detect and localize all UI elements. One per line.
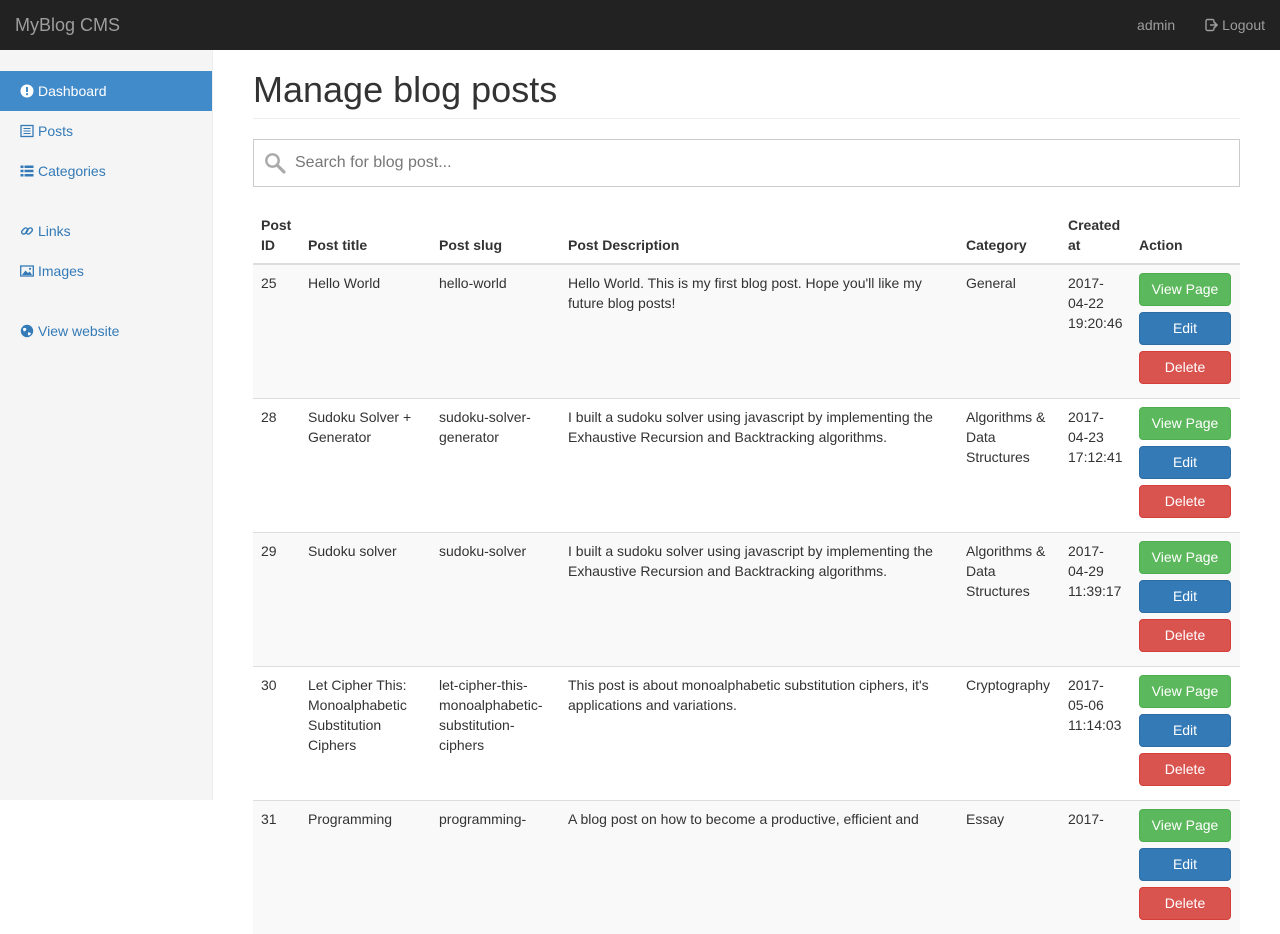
- sidebar-item-images[interactable]: [0, 251, 212, 291]
- cell-post-id: 25: [253, 264, 300, 399]
- cell-created-at: 2017-04-22 19:20:46: [1060, 264, 1131, 399]
- column-header-title[interactable]: Post title: [300, 207, 431, 264]
- cell-post-slug: sudoku-solver-generator: [431, 399, 560, 533]
- cell-post-description: I built a sudoku solver using javascript by implementing the Exhaustive Recursion and Backtracking algorithms.: [560, 399, 958, 533]
- table-row: [253, 667, 1240, 801]
- column-header-id[interactable]: Post ID: [253, 207, 300, 264]
- delete-button[interactable]: Delete: [1139, 753, 1231, 786]
- cell-post-id: 30: [253, 667, 300, 801]
- column-header-slug[interactable]: Post slug: [431, 207, 560, 264]
- cell-post-title: Sudoku solver: [300, 533, 431, 667]
- navbar-right: [1137, 15, 1265, 35]
- cell-category: Cryptography: [958, 667, 1060, 801]
- delete-button[interactable]: Delete: [1139, 619, 1231, 652]
- cell-actions: [1131, 399, 1240, 533]
- column-header-created[interactable]: Created at: [1060, 207, 1131, 264]
- search-input[interactable]: [295, 143, 1195, 183]
- link-icon: [20, 224, 34, 238]
- cell-created-at: 2017-05-06 11:14:03: [1060, 667, 1131, 801]
- column-header-description[interactable]: Post Description: [560, 207, 958, 264]
- cell-post-id: 29: [253, 533, 300, 667]
- cell-post-slug: let-cipher-this-monoalphabetic-substitution-ciphers: [431, 667, 560, 801]
- sidebar-spacer: [0, 191, 212, 211]
- view-page-button[interactable]: View Page: [1139, 273, 1231, 306]
- sidebar-item-label: View website: [38, 323, 119, 339]
- table-row: [253, 264, 1240, 399]
- column-header-action: Action: [1131, 207, 1240, 264]
- cell-post-title: Programming: [300, 801, 431, 934]
- cell-post-slug: programming-: [431, 801, 560, 934]
- sidebar-item-label: Categories: [38, 163, 106, 179]
- cell-actions: [1131, 667, 1240, 801]
- cell-actions: [1131, 264, 1240, 399]
- globe-icon: [20, 324, 34, 338]
- cell-post-id: 31: [253, 801, 300, 934]
- cell-post-title: Hello World: [300, 264, 431, 399]
- sidebar-item-label: Posts: [38, 123, 73, 139]
- cell-created-at: 2017-: [1060, 801, 1131, 934]
- view-page-button[interactable]: View Page: [1139, 809, 1231, 842]
- cell-category: Algorithms & Data Structures: [958, 399, 1060, 533]
- th-list-icon: [20, 164, 34, 178]
- brand-link[interactable]: MyBlog CMS: [15, 14, 120, 36]
- main-content: [253, 50, 1240, 934]
- edit-button[interactable]: Edit: [1139, 580, 1231, 613]
- picture-icon: [20, 264, 34, 278]
- view-page-button[interactable]: View Page: [1139, 675, 1231, 708]
- top-navbar: [0, 0, 1280, 50]
- cell-category: General: [958, 264, 1060, 399]
- cell-post-slug: hello-world: [431, 264, 560, 399]
- cell-post-slug: sudoku-solver: [431, 533, 560, 667]
- edit-button[interactable]: Edit: [1139, 714, 1231, 747]
- cell-created-at: 2017-04-29 11:39:17: [1060, 533, 1131, 667]
- table-row: [253, 533, 1240, 667]
- sidebar-item-view-website[interactable]: [0, 311, 212, 351]
- edit-button[interactable]: Edit: [1139, 312, 1231, 345]
- delete-button[interactable]: Delete: [1139, 887, 1231, 920]
- posts-table: [253, 207, 1240, 934]
- cell-actions: [1131, 533, 1240, 667]
- cell-post-description: This post is about monoalphabetic substitution ciphers, it's applications and variations.: [560, 667, 958, 801]
- view-page-button[interactable]: View Page: [1139, 407, 1231, 440]
- edit-button[interactable]: Edit: [1139, 848, 1231, 881]
- cell-post-title: Let Cipher This: Monoalphabetic Substitution Ciphers: [300, 667, 431, 801]
- table-header-row: [253, 207, 1240, 264]
- search-icon: [264, 152, 286, 174]
- sidebar-item-label: Links: [38, 223, 71, 239]
- info-circle-icon: [20, 84, 34, 98]
- sidebar-item-links[interactable]: [0, 211, 212, 251]
- table-row: [253, 801, 1240, 934]
- cell-actions: [1131, 801, 1240, 934]
- sidebar-item-label: Images: [38, 263, 84, 279]
- logout-label: Logout: [1222, 15, 1265, 35]
- cell-category: Essay: [958, 801, 1060, 934]
- cell-post-description: Hello World. This is my first blog post. Hope you'll like my future blog posts!: [560, 264, 958, 399]
- cell-post-id: 28: [253, 399, 300, 533]
- delete-button[interactable]: Delete: [1139, 485, 1231, 518]
- edit-button[interactable]: Edit: [1139, 446, 1231, 479]
- logout-icon: [1205, 18, 1219, 32]
- sidebar-item-categories[interactable]: [0, 151, 212, 191]
- sidebar-spacer: [0, 291, 212, 311]
- delete-button[interactable]: Delete: [1139, 351, 1231, 384]
- page-title: Manage blog posts: [253, 70, 1240, 119]
- view-page-button[interactable]: View Page: [1139, 541, 1231, 574]
- cell-post-title: Sudoku Solver + Generator: [300, 399, 431, 533]
- logout-link[interactable]: [1205, 15, 1265, 35]
- search-box[interactable]: [253, 139, 1240, 187]
- list-alt-icon: [20, 124, 34, 138]
- sidebar-item-label: Dashboard: [38, 83, 107, 99]
- cell-post-description: A blog post on how to become a productive, efficient and: [560, 801, 958, 934]
- sidebar-item-dashboard[interactable]: [0, 71, 212, 111]
- cell-created-at: 2017-04-23 17:12:41: [1060, 399, 1131, 533]
- table-row: [253, 399, 1240, 533]
- column-header-category[interactable]: Category: [958, 207, 1060, 264]
- sidebar: [0, 50, 213, 800]
- cell-post-description: I built a sudoku solver using javascript by implementing the Exhaustive Recursion and Backtracking algorithms.: [560, 533, 958, 667]
- sidebar-item-posts[interactable]: [0, 111, 212, 151]
- user-menu[interactable]: admin: [1137, 15, 1175, 35]
- cell-category: Algorithms & Data Structures: [958, 533, 1060, 667]
